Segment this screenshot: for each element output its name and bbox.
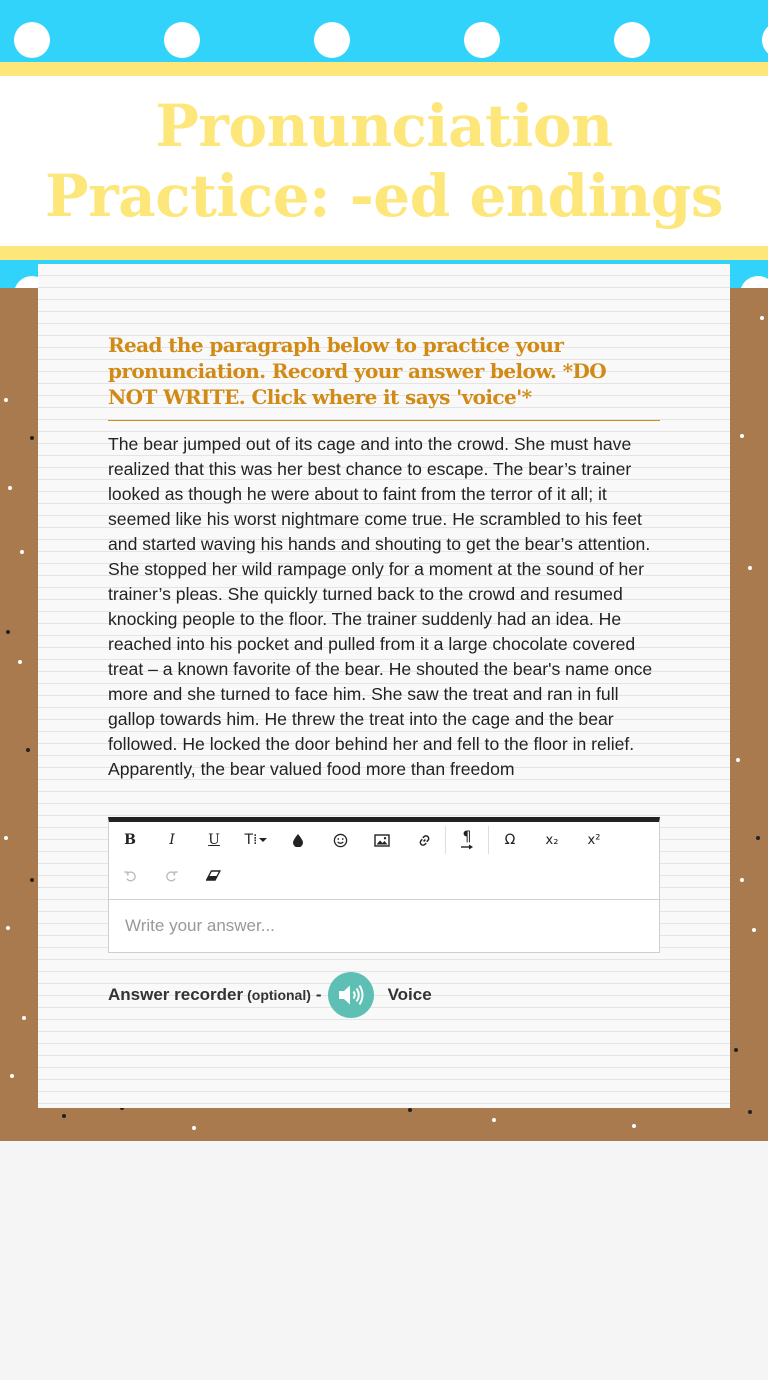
- cork-speck: [760, 316, 764, 320]
- superscript-button[interactable]: x²: [587, 832, 601, 848]
- banner-dot: [740, 276, 768, 288]
- title-band: [0, 76, 768, 246]
- header-polka-dot-banner: [0, 0, 768, 62]
- text-color-button[interactable]: [277, 822, 319, 858]
- rich-text-editor: [108, 817, 660, 953]
- reading-paragraph: The bear jumped out of its cage and into the crowd. She must have realized that this was her best chance to escape. The bear’s trainer looked as though he were about to faint from the terror of it all; it seemed like his worst nightmare come true. He scrambled to his feet and started waving his hands and shouting to get the bear’s attention. She stopped her wild rampage only for a moment at the sound of her trainer’s pleas. She quickly turned back to the crowd and resumed knocking people to the floor. The trainer suddenly had an idea. He reached into his pocket and pulled from it a large chocolate covered treat – a known favorite of the bear. He shouted the bear's name once more and she turned to face him. She saw the treat and ran in full gallop towards him. He threw the treat into the cage and the bear followed. He locked the door behind her and fell to the floor in relief. Apparently, the bear valued food more than freedom: [108, 434, 653, 779]
- cork-speck: [22, 1016, 26, 1020]
- editor-toolbar-row-2: [109, 858, 235, 894]
- image-icon: [374, 834, 390, 847]
- banner-dot: [164, 22, 200, 58]
- underline-button[interactable]: U: [208, 832, 220, 848]
- speaker-icon: [336, 982, 366, 1008]
- undo-button[interactable]: [109, 858, 151, 894]
- cork-speck: [740, 878, 744, 882]
- banner-dot: [614, 22, 650, 58]
- cork-speck: [748, 1110, 752, 1114]
- smiley-icon: [333, 833, 348, 848]
- special-character-button[interactable]: Ω: [504, 832, 516, 848]
- cork-speck: [756, 836, 760, 840]
- cork-speck: [408, 1108, 412, 1112]
- banner-dot: [762, 22, 768, 58]
- cork-speck: [492, 1118, 496, 1122]
- text-size-label: T⁞: [244, 832, 258, 848]
- page-title: Pronunciation Practice: -ed endings: [45, 92, 723, 230]
- banner-dot: [464, 22, 500, 58]
- clear-formatting-button[interactable]: [193, 858, 235, 894]
- answer-input[interactable]: [109, 900, 659, 952]
- italic-button[interactable]: I: [169, 832, 175, 848]
- cork-speck: [736, 758, 740, 762]
- cork-speck: [30, 878, 34, 882]
- caret-down-icon: [258, 835, 268, 845]
- yellow-stripe-bottom: [0, 246, 768, 260]
- droplet-icon: [292, 833, 304, 847]
- cork-speck: [8, 486, 12, 490]
- arrow-right-icon: [460, 844, 474, 850]
- link-icon: [417, 833, 432, 848]
- yellow-stripe-top: [0, 62, 768, 76]
- cork-speck: [20, 550, 24, 554]
- cork-speck: [6, 926, 10, 930]
- cork-speck: [734, 1048, 738, 1052]
- voice-record-button[interactable]: [328, 972, 374, 1018]
- recorder-label: Answer recorder: [108, 985, 244, 1004]
- paragraph-direction-button[interactable]: [446, 822, 488, 858]
- cork-speck: [18, 660, 22, 664]
- banner-dot: [314, 22, 350, 58]
- cork-speck: [740, 434, 744, 438]
- cork-speck: [6, 630, 10, 634]
- emoji-button[interactable]: [319, 822, 361, 858]
- text-size-button[interactable]: [235, 822, 277, 858]
- cork-speck: [632, 1124, 636, 1128]
- insert-link-button[interactable]: [403, 822, 445, 858]
- cork-speck: [192, 1126, 196, 1130]
- subscript-button[interactable]: x₂: [545, 832, 559, 848]
- cork-speck: [10, 1074, 14, 1078]
- cork-speck: [752, 928, 756, 932]
- banner-dot: [14, 22, 50, 58]
- instruction-heading: Read the paragraph below to practice your pronunciation. Record your answer below. *DO NOT WRITE. Click where it says 'voice'*: [108, 333, 607, 409]
- bold-button[interactable]: B: [124, 832, 136, 848]
- paragraph-label: ¶: [462, 829, 472, 845]
- cork-speck: [748, 566, 752, 570]
- cork-speck: [4, 836, 8, 840]
- recorder-dash: -: [315, 985, 322, 1004]
- answer-field: [109, 899, 659, 952]
- redo-icon: [165, 869, 179, 883]
- undo-icon: [123, 869, 137, 883]
- cork-speck: [30, 436, 34, 440]
- insert-image-button[interactable]: [361, 822, 403, 858]
- activity-card: [38, 264, 730, 1108]
- answer-recorder: [108, 972, 432, 1018]
- cork-speck: [62, 1114, 66, 1118]
- redo-button[interactable]: [151, 858, 193, 894]
- eraser-icon: [206, 870, 222, 882]
- voice-label[interactable]: Voice: [387, 985, 432, 1004]
- cork-speck: [26, 748, 30, 752]
- cork-speck: [4, 398, 8, 402]
- recorder-optional-label: (optional): [247, 987, 311, 1003]
- heading-divider: [108, 420, 660, 421]
- editor-toolbar-row-1: [109, 822, 615, 858]
